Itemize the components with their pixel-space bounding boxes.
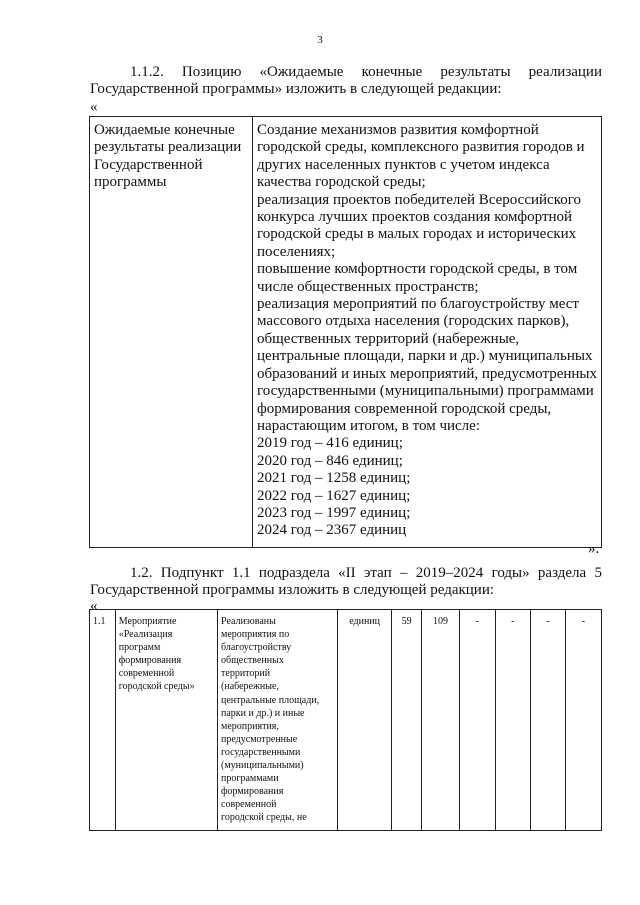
position-name-text [94, 122, 248, 192]
indicator-line: предусмотренные [221, 733, 298, 745]
row-number-cell: 1.1 [90, 610, 116, 831]
indicator-line: (набережные, [221, 681, 279, 693]
opening-quote: « [90, 99, 98, 115]
position-content-line: городской среды в малых городах и исторических [257, 226, 577, 243]
position-name-line: результаты реализации [94, 139, 242, 156]
position-content-text [257, 122, 597, 540]
position-content-line: числе общественных пространств; [257, 278, 479, 295]
value-cell: - [530, 610, 565, 831]
paragraph-1-2 [90, 565, 602, 598]
measure-name-line: «Реализация [118, 629, 173, 641]
indicator-cell [218, 610, 338, 831]
position-content-line: повышение комфортности городской среды, в том [257, 261, 578, 278]
position-name-line: Ожидаемые конечные [94, 122, 235, 138]
position-content-line: реализация мероприятий по благоустройству мест [257, 296, 579, 313]
position-content-line: 2024 год – 2367 единиц [257, 522, 407, 539]
table-row [90, 610, 602, 831]
position-name-cell [90, 117, 253, 548]
paragraph-line: 1.2. Подпункт 1.1 подраздела «II этап – 2019–2024 годы» раздела 5 [130, 565, 602, 581]
closing-quote: ». [588, 541, 600, 557]
indicator-text [221, 615, 334, 825]
indicator-line: Реализованы [221, 616, 276, 627]
indicator-line: общественных [221, 655, 284, 667]
measure-name-line: программ [118, 642, 161, 654]
position-content-line: городской среды, комплексного развития городов и [257, 139, 585, 156]
position-content-line: поселениях; [257, 243, 336, 260]
indicator-line: центральные площади, [221, 694, 320, 706]
position-content-line: 2021 год – 1258 единиц; [257, 470, 411, 487]
page-number: 3 [317, 34, 323, 46]
indicator-line: мероприятия по [221, 629, 290, 641]
position-content-line: центральные площади, парки и др.) муниципальных [257, 348, 593, 365]
position-content-line: образований и иных мероприятий, предусмотренных [257, 365, 597, 382]
value-cell: - [459, 610, 495, 831]
position-content-line: других населенных пунктов с учетом индекса [257, 156, 550, 173]
paragraph-line: Государственной программы» изложить в следующей редакции: [90, 80, 502, 97]
position-content-cell [253, 117, 602, 548]
paragraph-line: Государственной программы изложить в следующей редакции: [90, 581, 495, 598]
position-name-line: Государственной [94, 156, 203, 173]
position-content-line: Создание механизмов развития комфортной [257, 122, 539, 138]
position-content-line: реализация проектов победителей Всероссийского [257, 191, 582, 208]
expected-results-table [89, 116, 602, 548]
indicator-line: городской среды, не [221, 812, 307, 824]
position-content-line: качества городской среды; [257, 174, 426, 191]
value-cell: - [495, 610, 530, 831]
opening-quote: « [90, 598, 98, 614]
position-content-line: формирования современной городской среды, [257, 400, 552, 417]
paragraph-line: 1.1.2. Позицию «Ожидаемые конечные результаты реализации [130, 64, 602, 80]
position-content-line: конкурса лучших проектов создания комфортной [257, 209, 573, 226]
measure-name-line: городской среды» [118, 681, 195, 693]
position-content-line: 2020 год – 846 единиц; [257, 452, 403, 469]
position-content-line: 2023 год – 1997 единиц; [257, 504, 411, 521]
position-content-line: 2019 год – 416 единиц; [257, 435, 403, 452]
position-content-line: общественных территорий (набережные, [257, 330, 520, 347]
measure-name-line: современной [118, 668, 175, 680]
measures-table [89, 609, 602, 831]
indicator-line: благоустройству [221, 642, 292, 654]
indicator-line: формирования [221, 786, 284, 798]
measure-name-line: Мероприятие [118, 616, 177, 627]
unit-cell: единиц [338, 610, 391, 831]
measure-name-text [119, 615, 214, 694]
value-cell: 59 [391, 610, 421, 831]
indicator-line: парки и др.) и иные [221, 707, 305, 719]
position-name-line: программы [94, 174, 167, 191]
paragraph-1-1-2 [90, 64, 602, 97]
value-cell: 109 [422, 610, 459, 831]
indicator-line: (муниципальными) [221, 760, 304, 772]
indicator-line: современной [221, 799, 277, 811]
measure-name-line: формирования [118, 655, 182, 667]
value-cell: - [565, 610, 601, 831]
position-content-line: нарастающим итогом, в том числе: [257, 417, 480, 434]
measure-name-cell [115, 610, 217, 831]
position-content-line: 2022 год – 1627 единиц; [257, 487, 411, 504]
position-content-line: государственными (муниципальными) программами [257, 383, 594, 400]
indicator-line: программами [221, 773, 279, 785]
indicator-line: государственными [221, 746, 301, 758]
table-row [90, 117, 602, 548]
position-content-line: массового отдыха населения (городских парков), [257, 313, 570, 330]
indicator-line: территорий [221, 668, 271, 680]
indicator-line: мероприятия, [221, 720, 279, 732]
